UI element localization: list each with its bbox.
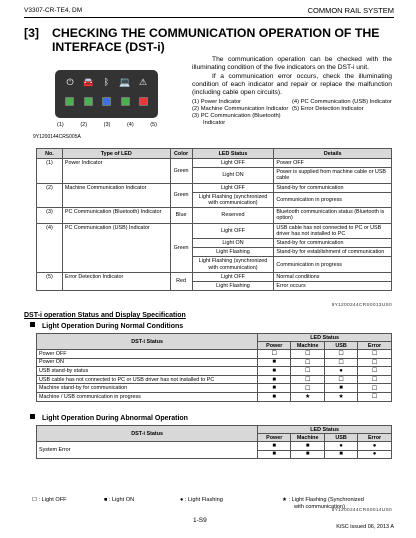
led-spec-table <box>36 148 392 291</box>
table-row: Light Flashing (synchronized with communication) Communication in progress <box>37 257 392 272</box>
section-title-line2: INTERFACE (DST-i) <box>52 40 165 54</box>
warning-icon: ⚠ <box>138 77 148 87</box>
callout-2: (2) <box>80 122 88 128</box>
led-power <box>65 97 74 106</box>
legend-1: (1) Power Indicator <box>192 99 241 105</box>
table-row: Machine / USB communication in progress ■ ★ ★ ☐ <box>37 392 392 401</box>
led-bluetooth <box>102 97 111 106</box>
bluetooth-icon: ᛒ <box>103 77 110 87</box>
abnormal-status-table <box>36 425 392 459</box>
table-row: USB cable has not connected to PC or USB driver has not installed to PC ■ ☐ ☐ ☐ <box>37 375 392 384</box>
figure-code: 9Y1200144CRS005A <box>33 134 81 140</box>
table-row: Power OFF ☐ ☐ ☐ ☐ <box>37 350 392 359</box>
bullet-square-icon <box>30 322 35 327</box>
table-row: Light Flashing (synchronized with communication) Communication in progress <box>37 192 392 207</box>
legend-4: (4) PC Communication (USB) Indicator <box>292 99 392 105</box>
col-no: No. <box>37 149 63 159</box>
normal-status-table <box>36 333 392 402</box>
legend-5: (5) Error Detection Indicator <box>292 106 364 112</box>
col-details: Details <box>274 149 392 159</box>
callout-4: (4) <box>126 122 134 128</box>
laptop-icon: 💻 <box>119 77 131 87</box>
led-machine <box>84 97 93 106</box>
table-row: Light ON Stand-by for communication <box>37 239 392 248</box>
abnormal-operation-title: Light Operation During Abnormal Operation <box>30 414 188 422</box>
table-header-row: DST-i Status LED Status <box>37 426 392 434</box>
legend-2: (2) Machine Communication Indicator <box>192 106 289 112</box>
intro-text <box>192 56 392 97</box>
page-number: 1-S9 <box>193 517 207 524</box>
table-header-row: Power Machine USB Error <box>37 342 392 350</box>
key-light-sync: ★ : Light Flashing (Synchronized <box>282 497 364 503</box>
section-title <box>24 26 404 54</box>
key-light-off: ☐ : Light OFF <box>32 497 67 503</box>
bullet-square-icon <box>30 414 35 419</box>
dst-i-panel-figure <box>55 70 158 118</box>
section-number: [3] <box>24 26 40 40</box>
table-row: System Error ■ ■ ● ● <box>37 442 392 451</box>
callout-1: (1) <box>57 122 64 128</box>
table-row: (1) Power Indicator Green Light OFF Power OFF <box>37 159 392 168</box>
col-status: LED Status <box>192 149 274 159</box>
intro-paragraph-2: If a communication error occurs, check the illuminating condition of each indicator and repair or replace the malfunction (including cable open circuits). <box>192 72 392 97</box>
key-light-flashing: ● : Light Flashing <box>180 497 223 503</box>
led-usb <box>121 97 130 106</box>
col-color: Color <box>170 149 192 159</box>
table-row: (2) Machine Communication Indicator Green Light OFF Stand-by for communication <box>37 183 392 192</box>
key-light-on: ■ : Light ON <box>104 497 135 503</box>
issue-date: KiSC issued 06, 2013 A <box>336 524 394 530</box>
table-header-row <box>37 149 392 159</box>
table-row: Light Flashing Stand-by for establishment of communication <box>37 248 392 257</box>
header-model: V3307-CR-TE4, DM <box>24 7 83 14</box>
table3-code: 9Y1200244CRS0014US0 <box>331 508 392 513</box>
table-row: ■ ■ ■ ● <box>37 450 392 459</box>
normal-conditions-title: Light Operation During Normal Conditions <box>30 322 183 330</box>
header-section: COMMON RAIL SYSTEM <box>307 6 394 15</box>
col-type: Type of LED <box>62 149 170 159</box>
table-row: Light ON Power is supplied from machine cable or USB cable <box>37 168 392 183</box>
legend-3: (3) PC Communication (Bluetooth) <box>192 113 281 119</box>
table-row: Machine stand-by for communication ■ ☐ ■ ☐ <box>37 384 392 393</box>
key-light-sync-2: with communication) <box>294 504 345 510</box>
table-row: (4) PC Communication (USB) Indicator Green Light OFF USB cable has not connected to PC or USB driver has not installed to PC <box>37 223 392 238</box>
table-header-row: Power Machine USB Error <box>37 434 392 442</box>
legend-3b: Indicator <box>203 120 226 126</box>
callout-3: (3) <box>103 122 111 128</box>
figure-callouts <box>57 122 157 128</box>
led-error <box>139 97 148 106</box>
table-row: (3) PC Communication (Bluetooth) Indicator Blue Reserved Bluetooth communication status (Bluetooth is option) <box>37 208 392 223</box>
table-header-row: DST-i Status LED Status <box>37 334 392 342</box>
callout-5: (5) <box>150 122 157 128</box>
car-icon: 🚘 <box>82 77 94 87</box>
table-row: Light Flashing Error occurs <box>37 282 392 291</box>
table1-code: 9Y1200244CRS0013US0 <box>331 303 392 308</box>
table-row: USB stand-by status ■ ☐ ● ☐ <box>37 367 392 376</box>
page-header <box>24 6 394 18</box>
section-title-line1: CHECKING THE COMMUNICATION OPERATION OF THE <box>52 26 380 40</box>
status-spec-title: DST-i operation Status and Display Specification <box>24 312 186 319</box>
table-row: Power ON ■ ☐ ☐ ☐ <box>37 358 392 367</box>
intro-paragraph-1: The communication operation can be checked with the illuminating condition of the five indicators on the DST-i unit. <box>192 56 392 72</box>
power-icon: ⏻ <box>66 77 74 87</box>
table-row: (5) Error Detection Indicator Red Light OFF Normal conditions <box>37 272 392 281</box>
